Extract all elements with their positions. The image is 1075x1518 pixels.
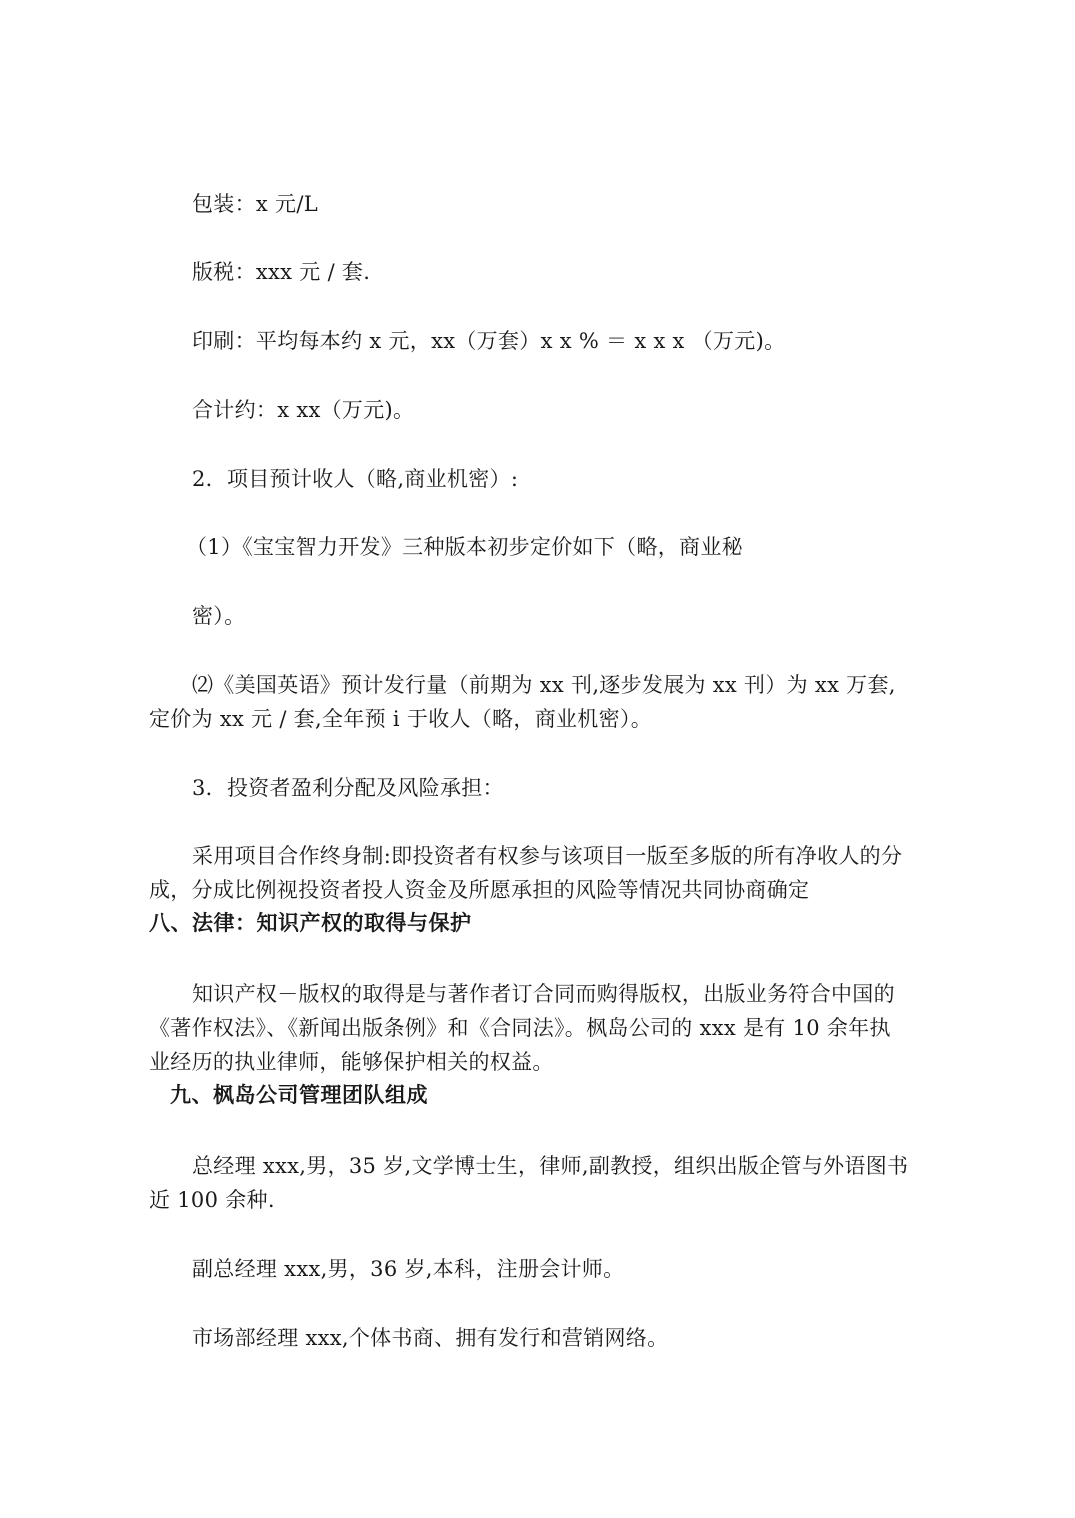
income-item1-line1: （1）《宝宝智力开发》三种版本初步定价如下（略，商业秘	[186, 535, 743, 559]
packaging-cost-line: 包装：x 元/L	[192, 192, 318, 216]
royalty-cost-line: 版税：xxx 元 / 套.	[192, 260, 371, 284]
income-item1-line2: 密）。	[192, 604, 246, 628]
section-8-title: 八、法律：知识产权的取得与保护	[149, 911, 472, 935]
profit-subheading: 3．投资者盈利分配及风险承担：	[192, 776, 504, 800]
deputy-general-manager-line: 副总经理 xxx,男，36 岁,本科，注册会计师。	[192, 1257, 625, 1281]
income-item2-line1: ⑵《美国英语》预计发行量（前期为 xx 刊,逐步发展为 xx 刊）为 xx 万套,	[192, 673, 896, 697]
profit-paragraph-line2: 成，分成比例视投资者投人资金及所愿承担的风险等情况共同协商确定	[149, 878, 810, 902]
general-manager-line1: 总经理 xxx,男，35 岁,文学博士生，律师,副教授，组织出版企管与外语图书	[192, 1154, 909, 1178]
section-9-title: 九、枫岛公司管理团队组成	[170, 1083, 428, 1107]
printing-cost-line: 印刷：平均每本约 x 元，xx（万套）x x % ＝ x x x （万元)。	[192, 329, 786, 353]
law-paragraph-line2: 《著作权法》、《新闻出版条例》和《合同法》。枫岛公司的 xxx 是有 10 余年执	[149, 1016, 891, 1040]
income-item2-line2: 定价为 xx 元 / 套,全年预 i 于收人（略，商业机密）。	[149, 707, 653, 731]
income-subheading: 2．项目预计收人（略,商业机密）:	[192, 467, 519, 491]
total-cost-line: 合计约：x xx（万元)。	[192, 398, 415, 422]
profit-paragraph-line1: 采用项目合作终身制:即投资者有权参与该项目一版至多版的所有净收人的分	[192, 844, 903, 868]
general-manager-line2: 近 100 余种.	[149, 1188, 275, 1212]
law-paragraph-line3: 业经历的执业律师，能够保护相关的权益。	[149, 1050, 554, 1074]
market-manager-line: 市场部经理 xxx,个体书商、拥有发行和营销网络。	[192, 1326, 669, 1350]
law-paragraph-line1: 知识产权－版权的取得是与著作者订合同而购得版权，出版业务符合中国的	[192, 982, 895, 1006]
